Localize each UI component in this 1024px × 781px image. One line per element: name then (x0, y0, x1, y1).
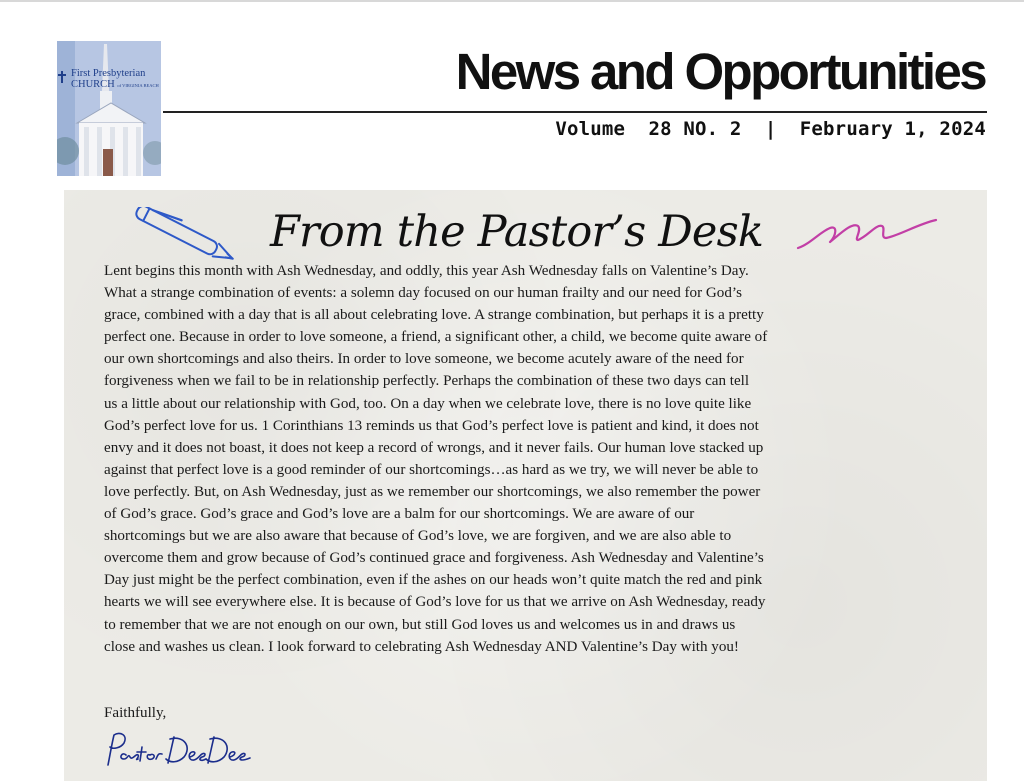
pen-icon (127, 207, 245, 265)
sign-off: Faithfully, (104, 705, 167, 721)
letter-line: What a strange combination of events: a solemn day focused on our human frailty and our need for God’s (104, 285, 742, 302)
letter-line: shortcomings but we are also aware that because of God’s love, we are forgiven, and we are also able to (104, 528, 732, 545)
logo-church-name-line2 (71, 80, 161, 91)
top-border (0, 0, 1024, 2)
logo-church-location: of VIRGINIA BEACH (117, 83, 159, 88)
letter-line: us a little about our relationship with God, too. On a day when we celebrate love, there is no love quite like (104, 395, 752, 412)
letter-line: love perfectly. But, on Ash Wednesday, just as we remember our shortcomings, we also remember the power (104, 483, 761, 500)
letter-line: to remember that we are not enough on our own, but still God loves us and welcomes us in and draws us (104, 616, 736, 633)
logo-church-name-line1: First Presbyterian (71, 68, 146, 79)
pastor-desk-title: From the Pastor’s Desk (270, 207, 764, 257)
signature-icon (98, 725, 254, 773)
letter-line: overcome them and grow because of God’s continued grace and forgiveness. Ash Wednesday and Valentine’s (104, 550, 764, 567)
letter-line: forgiveness when we fail to be in relationship perfectly. Perhaps the combination of these two days can tell (104, 373, 750, 390)
logo-church-word: CHURCH (71, 79, 115, 90)
letter-line: close and washes us clean. I look forward to celebrating Ash Wednesday AND Valentine’s Day with you! (104, 638, 739, 655)
letter-line: envy and it does not boast, it does not keep a record of wrongs, and it never fails. Our human love stacked up (104, 439, 764, 456)
church-logo-icon (57, 41, 161, 176)
letter-line: Day just might be the perfect combination, even if the ashes on our heads won’t quite match the red and pink (104, 572, 763, 589)
letter-line: God’s perfect love for us. 1 Corinthians 13 reminds us that God’s perfect love is patient and kind, it does not (104, 417, 759, 434)
header-rule (163, 111, 987, 113)
squiggle-icon (796, 214, 938, 252)
pastor-letter-body (104, 260, 964, 658)
letter-line: Lent begins this month with Ash Wednesday, and oddly, this year Ash Wednesday falls on Valentine’s Day. (104, 263, 749, 279)
letter-line: hearts we will see everywhere else. It is because of God’s love for us that we arrive on Ash Wednesday, ready (104, 594, 766, 611)
letter-line: against that perfect love is a good reminder of our shortcomings…as hard as we try, we will never be able to (104, 461, 759, 478)
letter-line: of God’s grace. God’s grace and God’s love are a balm for our shortcomings. We are aware of our (104, 506, 695, 523)
letter-line: perfect one. Because in order to love someone, a friend, a significant other, a child, we become quite aware of (104, 329, 768, 346)
newsletter-title: News and Opportunities (455, 43, 985, 100)
letter-line: grace, combined with a day that is all about celebrating love. A strange combination, but perhaps it is a pretty (104, 307, 764, 324)
letter-line: our own shortcomings and also theirs. In order to love someone, we become acutely aware of the need for (104, 351, 744, 368)
volume-line: Volume 28 NO. 2 | February 1, 2024 (555, 118, 986, 140)
